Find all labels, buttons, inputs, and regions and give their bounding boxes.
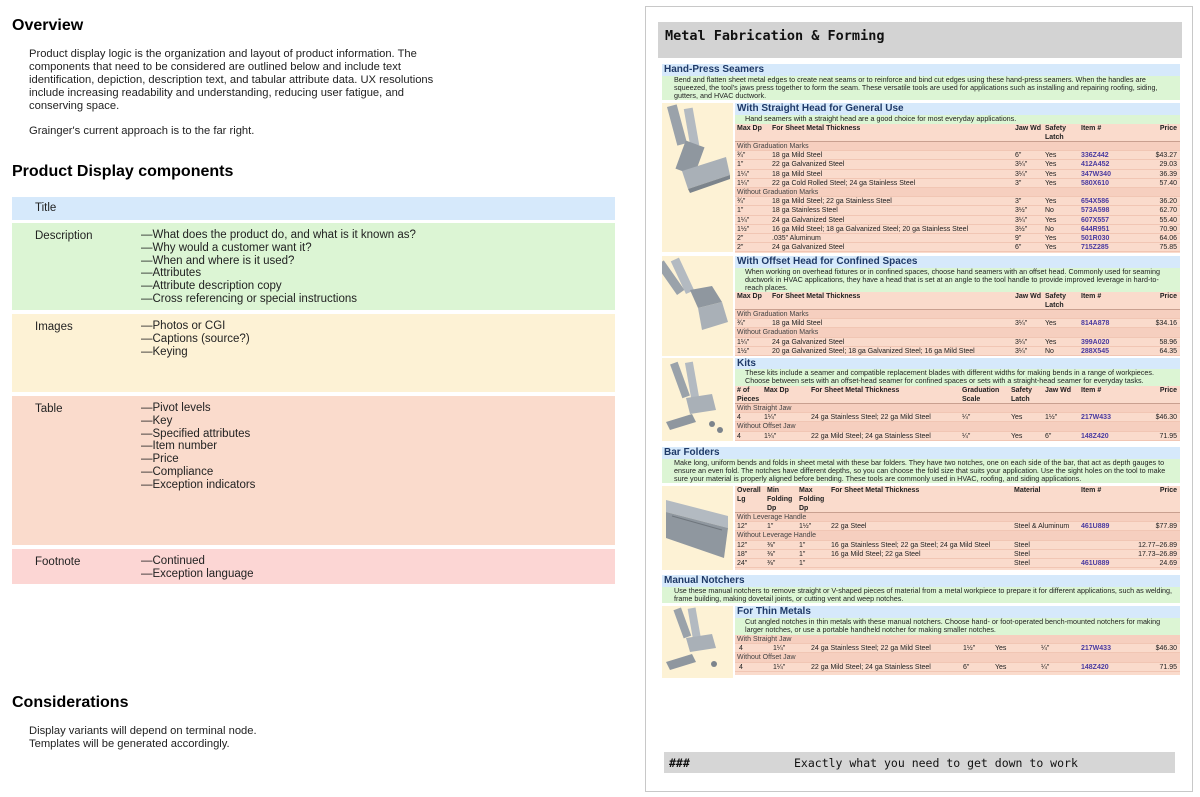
table-row <box>735 179 1180 188</box>
table-cell: Yes <box>1045 234 1057 242</box>
table-cell: Yes <box>1011 432 1023 440</box>
table-cell: 1" <box>767 523 774 531</box>
table-cell: 18 ga Stainless Steel <box>772 207 838 215</box>
table-cell: ¾" <box>737 198 746 206</box>
column-header: Material <box>1014 487 1041 494</box>
table-header <box>735 386 1180 404</box>
component-label: Footnote <box>35 556 81 568</box>
column-header: For Sheet Metal Thickness <box>811 387 900 394</box>
subsection-description: These kits include a seamer and compatible replacement blades with different widths for making bends in a range of workpieces. Choose between sets with an offset-head seamer for confined spaces or sets with a straight-head seamer for everyday tasks. <box>735 369 1180 386</box>
table-cell: 20 ga Galvanized Steel; 18 ga Galvanized Steel; 16 ga Mild Steel <box>772 347 975 355</box>
table-cell: ¼" <box>962 414 971 422</box>
table-cell: 70.90 <box>1159 225 1177 233</box>
page-number: ### <box>669 756 690 770</box>
table-cell: 1¼" <box>764 432 777 440</box>
bar-folder-icon <box>662 486 733 570</box>
table-cell: 3" <box>1015 198 1022 206</box>
catalog-footer <box>664 752 1175 773</box>
table-cell: 22 ga Mild Steel; 24 ga Stainless Steel <box>811 432 931 440</box>
table-cell: 18 ga Mild Steel <box>772 152 823 160</box>
table-cell: $77.89 <box>1155 523 1177 531</box>
table-cell: Yes <box>1045 179 1057 187</box>
item-number-link[interactable]: 573A598 <box>1081 207 1110 215</box>
table-cell: 22 ga Cold Rolled Steel; 24 ga Stainless Steel <box>772 179 916 187</box>
table-cell: 62.70 <box>1159 207 1177 215</box>
table-cell: ¼" <box>962 432 971 440</box>
component-images-row <box>12 314 615 392</box>
table-cell: Steel <box>1014 550 1030 558</box>
table-cell: 1¼" <box>764 414 777 422</box>
column-header: Item # <box>1081 293 1102 300</box>
list-item: —Attribute description copy <box>141 280 282 293</box>
footer-tagline: Exactly what you need to get down to work <box>794 756 1078 770</box>
table-cell: 1½" <box>799 523 812 531</box>
list-item: —Key <box>141 414 173 427</box>
column-header: Jaw Wd <box>1015 125 1042 132</box>
item-number-link[interactable]: 461U889 <box>1081 559 1110 567</box>
item-number-link[interactable]: 347W340 <box>1081 170 1111 178</box>
component-label: Table <box>35 403 63 415</box>
item-number-link[interactable]: 607X557 <box>1081 216 1110 224</box>
table-cell: Steel <box>1014 559 1030 567</box>
table-cell: Yes <box>1045 320 1057 328</box>
column-header: Jaw Wd <box>1045 387 1072 394</box>
list-item: —Exception indicators <box>141 478 256 491</box>
item-number-link[interactable]: 399A020 <box>1081 338 1110 346</box>
table-cell: 24 ga Stainless Steel; 22 ga Mild Steel <box>811 645 931 653</box>
table-row <box>735 541 1180 550</box>
table-cell: 22 ga Galvanized Steel <box>772 161 845 169</box>
table-cell: 18 ga Mild Steel <box>772 170 823 178</box>
component-label: Images <box>35 321 73 333</box>
component-label: Description <box>35 230 93 242</box>
column-header: Price <box>1159 387 1177 394</box>
table-cell: 4 <box>739 645 743 653</box>
table-cell: 3" <box>1015 179 1022 187</box>
table-cell: 64.35 <box>1159 347 1177 355</box>
considerations-line: Display variants will depend on terminal node. <box>29 725 257 737</box>
seamer-kit-icon <box>662 358 733 441</box>
column-header: For Sheet Metal Thickness <box>772 293 861 300</box>
table-group-label: Without Leverage Handle <box>735 531 1180 540</box>
product-table <box>735 635 1180 675</box>
table-cell: 1" <box>737 207 744 215</box>
table-cell: 24.69 <box>1159 559 1177 567</box>
table-cell: ¾" <box>737 320 746 328</box>
table-cell: 71.95 <box>1159 432 1177 440</box>
table-cell: Yes <box>1045 170 1057 178</box>
table-cell: 4 <box>737 432 741 440</box>
table-cell: Yes <box>1045 152 1057 160</box>
table-row <box>735 206 1180 215</box>
table-cell: 6" <box>1015 152 1022 160</box>
table-cell: .035" Aluminum <box>772 234 821 242</box>
list-item: —Continued <box>141 555 205 567</box>
table-cell: 75.85 <box>1159 244 1177 252</box>
component-footnote-row <box>12 549 615 584</box>
table-cell: 3¼" <box>1015 347 1028 355</box>
table-header <box>735 124 1180 142</box>
table-cell: 18 ga Mild Steel; 22 ga Stainless Steel <box>772 198 892 206</box>
table-cell: Steel & Aluminum <box>1014 523 1070 531</box>
column-header: Overall Lg <box>737 487 761 503</box>
column-header: Price <box>1159 487 1177 494</box>
item-number-link[interactable]: 461U889 <box>1081 523 1110 531</box>
table-cell: No <box>1045 207 1054 215</box>
catalog-title: Metal Fabrication & Forming <box>658 22 1182 58</box>
column-header: Max Dp <box>737 125 762 132</box>
table-cell: 22 ga Steel <box>831 523 867 531</box>
table-cell: 3¼" <box>1015 338 1028 346</box>
list-item: —Why would a customer want it? <box>141 241 312 254</box>
subsection-title: For Thin Metals <box>735 606 1180 618</box>
product-image <box>662 358 733 441</box>
table-cell: 1¼" <box>737 338 750 346</box>
table-row <box>735 663 1180 672</box>
component-list <box>141 320 250 358</box>
table-group-label: With Straight Jaw <box>735 635 1180 644</box>
table-row <box>735 347 1180 356</box>
table-row <box>735 550 1180 559</box>
table-row <box>735 559 1180 568</box>
product-table <box>735 386 1180 441</box>
table-row <box>735 243 1180 252</box>
table-cell: 16 ga Mild Steel; 22 ga Steel <box>831 550 921 558</box>
subsection-description: Cut angled notches in thin metals with these manual notchers. Choose hand- or foot-operated bench-mounted notchers for making larger notches, or use a portable handheld notcher for making smaller notches. <box>735 618 1180 635</box>
table-cell: 24 ga Stainless Steel; 22 ga Mild Steel <box>811 414 931 422</box>
table-cell: 1" <box>737 161 744 169</box>
list-item: —What does the product do, and what is it known as? <box>141 229 416 241</box>
section-title: Manual Notchers <box>662 575 1180 587</box>
table-row <box>735 197 1180 206</box>
table-cell: 24" <box>737 559 748 567</box>
table-cell: 16 ga Stainless Steel; 22 ga Steel; 24 ga Mild Steel <box>831 541 991 549</box>
item-number-link[interactable]: 654X586 <box>1081 198 1110 206</box>
table-cell: ¾" <box>737 152 746 160</box>
section-title: Hand-Press Seamers <box>662 64 1180 76</box>
list-item: —When and where is it used? <box>141 254 295 267</box>
table-cell: 1¼" <box>773 663 786 671</box>
table-cell: 18 ga Mild Steel <box>772 320 823 328</box>
item-number-link[interactable]: 814A878 <box>1081 320 1110 328</box>
table-row <box>735 225 1180 234</box>
table-cell: Yes <box>995 645 1007 653</box>
column-header: Price <box>1159 125 1177 132</box>
item-number-link[interactable]: 412A452 <box>1081 161 1110 169</box>
table-cell: 3½" <box>1015 225 1028 233</box>
table-cell: 1½" <box>737 347 750 355</box>
table-row <box>735 170 1180 179</box>
overview-paragraph: Product display logic is the organization and layout of product information. The components that need to be considered are outlined below and include text identification, depiction, description text, and tabular attribute data. UX resolutions include increasing readability and understanding, reducing user fatigue, and conserving space. <box>29 48 434 112</box>
table-cell: $46.30 <box>1155 645 1177 653</box>
list-item: —Photos or CGI <box>141 320 226 332</box>
item-number-link[interactable]: 217W433 <box>1081 645 1111 653</box>
table-cell: 18" <box>737 550 748 558</box>
column-header: Safety Latch <box>1011 387 1033 403</box>
list-item: —Pivot levels <box>141 402 211 414</box>
list-item: —Compliance <box>141 465 214 478</box>
table-header <box>735 292 1180 310</box>
overview-note: Grainger's current approach is to the far right. <box>29 125 255 137</box>
table-cell: 71.95 <box>1159 663 1177 671</box>
column-header: Max Dp <box>737 293 762 300</box>
table-cell: 3¼" <box>1015 320 1028 328</box>
table-cell: 1½" <box>963 645 976 653</box>
table-cell: 12" <box>737 523 748 531</box>
table-cell: Yes <box>1045 198 1057 206</box>
table-cell: 6" <box>1045 432 1052 440</box>
product-image <box>662 486 733 570</box>
product-table <box>735 292 1180 356</box>
table-cell: 17.73–26.89 <box>1138 550 1177 558</box>
table-cell: 3¼" <box>1015 216 1028 224</box>
product-table <box>735 486 1180 570</box>
section-description: Use these manual notchers to remove straight or V-shaped pieces of material from a metal workpiece to prepare it for different applications, such as welding, frame building, making dovetail joints, or cutting vent and weep notches. <box>662 587 1180 603</box>
table-group-label: With Graduation Marks <box>735 142 1180 151</box>
item-number-link[interactable]: 501R030 <box>1081 234 1110 242</box>
table-cell: No <box>1045 347 1054 355</box>
table-cell: Yes <box>1045 216 1057 224</box>
table-row <box>735 644 1180 653</box>
column-header: Max Folding Dp <box>799 487 825 512</box>
considerations-heading: Considerations <box>12 694 129 711</box>
table-cell: 64.06 <box>1159 234 1177 242</box>
table-cell: 58.96 <box>1159 338 1177 346</box>
table-cell: 22 ga Mild Steel; 24 ga Stainless Steel <box>811 663 931 671</box>
table-cell: 1¼" <box>773 645 786 653</box>
component-list <box>141 402 255 492</box>
component-title-row <box>12 197 615 220</box>
column-header: # of Pieces <box>737 387 760 403</box>
table-cell: No <box>1045 225 1054 233</box>
table-group-label: With Graduation Marks <box>735 310 1180 319</box>
table-cell: Steel <box>1014 541 1030 549</box>
column-header: Safety Latch <box>1045 293 1067 309</box>
subsection-description: Hand seamers with a straight head are a good choice for most everyday applications. <box>735 115 1180 124</box>
column-header: Item # <box>1081 125 1102 132</box>
table-cell: 12.77–26.89 <box>1138 541 1177 549</box>
table-cell: ⅜" <box>767 541 776 549</box>
item-number-link[interactable]: 644R951 <box>1081 225 1110 233</box>
table-group-label: With Straight Jaw <box>735 404 1180 413</box>
component-description-row <box>12 223 615 310</box>
subsection-title: With Offset Head for Confined Spaces <box>735 256 1180 268</box>
table-cell: 2" <box>737 244 744 252</box>
table-cell: ⅜" <box>767 559 776 567</box>
table-row <box>735 522 1180 531</box>
list-item: —Keying <box>141 345 188 358</box>
item-number-link[interactable]: 217W433 <box>1081 414 1111 422</box>
subsection-description: When working on overhead fixtures or in confined spaces, choose hand seamers with an offset head. Commonly used for seaming ductwork in HVAC applications, they have a head that is set at an angle to the tool handle to provide improved leverage in hard-to-reach places. <box>735 268 1180 292</box>
table-cell: 3½" <box>1015 207 1028 215</box>
table-cell: Yes <box>1011 414 1023 422</box>
table-cell: 3¼" <box>1015 161 1028 169</box>
table-cell: 6" <box>1015 244 1022 252</box>
table-group-label: Without Graduation Marks <box>735 188 1180 197</box>
table-cell: 1¼" <box>737 179 750 187</box>
table-cell: ⅜" <box>767 550 776 558</box>
table-cell: 2" <box>737 234 744 242</box>
table-cell: $34.16 <box>1155 320 1177 328</box>
documentation-panel <box>12 0 617 797</box>
table-cell: 1" <box>799 559 806 567</box>
table-cell: $46.30 <box>1155 414 1177 422</box>
table-cell: Yes <box>1045 244 1057 252</box>
table-cell: 3¼" <box>1015 170 1028 178</box>
subsection-title: With Straight Head for General Use <box>735 103 1180 115</box>
table-cell: 57.40 <box>1159 179 1177 187</box>
item-number-link[interactable]: 148Z420 <box>1081 663 1109 671</box>
column-header: Item # <box>1081 387 1102 394</box>
product-image <box>662 103 733 252</box>
column-header: For Sheet Metal Thickness <box>772 125 861 132</box>
component-table-row <box>12 396 615 545</box>
column-header: Safety Latch <box>1045 125 1067 141</box>
table-cell: 4 <box>739 663 743 671</box>
product-image <box>662 256 733 356</box>
table-row <box>735 234 1180 243</box>
component-label: Title <box>35 202 57 214</box>
table-cell: 29.03 <box>1159 161 1177 169</box>
table-row <box>735 160 1180 169</box>
column-header: Max Dp <box>764 387 789 394</box>
section-title: Bar Folders <box>662 447 1180 459</box>
component-list <box>141 229 416 306</box>
considerations-text <box>29 725 449 751</box>
product-image <box>662 606 733 678</box>
table-cell: ¼" <box>1041 645 1050 653</box>
column-header: Item # <box>1081 487 1102 494</box>
table-row <box>735 432 1180 441</box>
table-cell: 1½" <box>737 225 750 233</box>
table-cell: 24 ga Galvanized Steel <box>772 338 845 346</box>
item-number-link[interactable]: 715Z285 <box>1081 244 1109 252</box>
table-cell: 1½" <box>1045 414 1058 422</box>
list-item: —Attributes <box>141 267 202 280</box>
considerations-line: Templates will be generated accordingly. <box>29 738 230 750</box>
column-header: Jaw Wd <box>1015 293 1042 300</box>
column-header: For Sheet Metal Thickness <box>831 487 920 494</box>
table-cell: 1¼" <box>737 170 750 178</box>
product-table <box>735 124 1180 253</box>
table-row <box>735 151 1180 160</box>
table-cell: Yes <box>1045 161 1057 169</box>
component-list <box>141 555 254 581</box>
table-cell: 6" <box>963 663 970 671</box>
table-row <box>735 413 1180 422</box>
column-header: Graduation Scale <box>962 387 1000 403</box>
table-cell: $43.27 <box>1155 152 1177 160</box>
table-cell: 24 ga Galvanized Steel <box>772 216 845 224</box>
table-cell: 1¼" <box>737 216 750 224</box>
table-cell: 36.39 <box>1159 170 1177 178</box>
column-header: Min Folding Dp <box>767 487 793 512</box>
table-cell: 1" <box>799 550 806 558</box>
subsection-title: Kits <box>735 358 1180 369</box>
table-cell: 1" <box>799 541 806 549</box>
hand-seamer-icon <box>662 103 733 252</box>
table-cell: 16 ga Mild Steel; 18 ga Galvanized Steel; 20 ga Stainless Steel <box>772 225 969 233</box>
table-header <box>735 486 1180 513</box>
table-cell: 24 ga Galvanized Steel <box>772 244 845 252</box>
table-cell: Yes <box>995 663 1007 671</box>
table-cell: ¼" <box>1041 663 1050 671</box>
table-cell: 9" <box>1015 234 1022 242</box>
section-description: Bend and flatten sheet metal edges to create neat seams or to reinforce and bind cut edges using these hand-press seamers. When the handles are squeezed, the tool's jaws press together to form the seam. These versatile tools are used for applications such as installing and repairing roofing, siding, gutters, and HVAC ductwork. <box>662 76 1180 100</box>
table-row <box>735 319 1180 328</box>
offset-seamer-icon <box>662 256 733 356</box>
table-cell: 12" <box>737 541 748 549</box>
list-item: —Item number <box>141 440 218 453</box>
item-number-link[interactable]: 580X610 <box>1081 179 1110 187</box>
table-cell: 55.40 <box>1159 216 1177 224</box>
table-group-label: Without Offset Jaw <box>735 653 1180 662</box>
components-heading: Product Display components <box>12 163 234 180</box>
table-row <box>735 216 1180 225</box>
column-header: Price <box>1159 293 1177 300</box>
table-group-label: Without Offset Jaw <box>735 422 1180 431</box>
list-item: —Specified attributes <box>141 427 251 440</box>
list-item: —Exception language <box>141 567 254 580</box>
list-item: —Cross referencing or special instructions <box>141 292 358 305</box>
item-number-link[interactable]: 148Z420 <box>1081 432 1109 440</box>
item-number-link[interactable]: 288X545 <box>1081 347 1110 355</box>
catalog-page <box>645 6 1193 792</box>
table-cell: Yes <box>1045 338 1057 346</box>
table-cell: 4 <box>737 414 741 422</box>
item-number-link[interactable]: 336Z442 <box>1081 152 1109 160</box>
table-group-label: Without Graduation Marks <box>735 328 1180 337</box>
table-cell: 36.20 <box>1159 198 1177 206</box>
notcher-icon <box>662 606 733 678</box>
section-description: Make long, uniform bends and folds in sheet metal with these bar folders. They have two notches, one on each side of the bar, that act as depth gauges to ensure an even fold. The notches have different depths, so you can choose the fold size that suits your application. Use the sight holes on the tool to make sure your material is properly aligned before bending. These tools are commonly used in HVAC, roofing, and siding applications. <box>662 459 1180 483</box>
list-item: —Captions (source?) <box>141 332 250 345</box>
table-row <box>735 338 1180 347</box>
overview-heading: Overview <box>12 17 84 34</box>
table-group-label: With Leverage Handle <box>735 513 1180 522</box>
list-item: —Price <box>141 453 179 466</box>
